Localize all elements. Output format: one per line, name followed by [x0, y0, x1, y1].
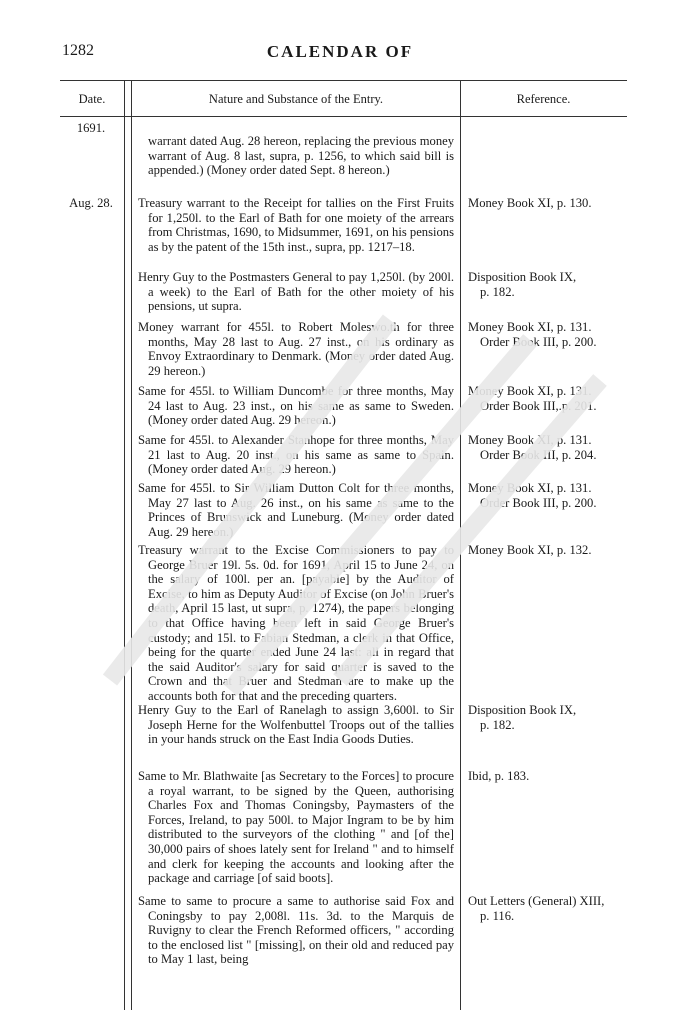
column-header-date: Date.: [78, 92, 106, 106]
entry-text: Same for 455l. to Alexander Stanhope for three months, May 21 last to Aug. 20 inst., on his same as same to Spain. (Money order dated Aug. 29 hereon.): [138, 433, 454, 477]
running-head: CALENDAR OF: [266, 42, 414, 61]
date-column-divider-inner: [131, 80, 132, 1010]
entry-text: Treasury warrant to the Excise Commissioners to pay to George Bruer 19l. 5s. 0d. for 1691, April 15 to June 24, on the salary of 100l. per an. [payable] by the Auditor of Excise, to him as Deputy Auditor of Excise (on John Bruer's death, April 15 last, ut supra, p. 1274), the papers belonging to that Office having been left in said George Bruer's custody; and 15l. to Fabian Stedman, a clerk in that Office, being for the quarter ended June 24 last: all in regard that the said Auditor's salary for said quarter is saved to the Crown and that Bruer and Stedman are to make up the accounts both for that and the preceding quarters.: [138, 543, 454, 703]
entry-reference: Out Letters (General) XIII,: [468, 894, 605, 908]
entry-reference: Money Book XI, p. 131.: [468, 384, 592, 398]
entry-reference: Money Book XI, p. 130.: [468, 196, 592, 210]
entry-text: Same for 455l. to William Duncombe for three months, May 24 last to Aug. 23 inst., on his same as same to Sweden. (Money order dated Aug. 29 hereon.): [138, 384, 454, 428]
entry-reference: Money Book XI, p. 131.: [468, 481, 592, 495]
entry-reference: Money Book XI, p. 132.: [468, 543, 592, 557]
entry-reference: Disposition Book IX,: [468, 703, 577, 717]
entry-reference-continued: p. 182.: [480, 717, 515, 732]
entry-text: Henry Guy to the Postmasters General to pay 1,250l. (by 200l. a week) to the Earl of Bath for the other moiety of his pensions, ut supra.: [138, 270, 454, 314]
entry-text: warrant dated Aug. 28 hereon, replacing the previous money warrant of Aug. 8 last, supra, p. 1256, to which said bill is appended.) (Money order dated Sept. 8 hereon.): [148, 134, 454, 178]
entry-reference-continued: p. 116.: [480, 908, 515, 923]
entry-text: Money warrant for 455l. to Robert Moleswo.th for three months, May 28 last to Aug. 27 inst., on his ordinary as Envoy Extraordinary to Denmark. (Money order dated Aug. 29 hereon.): [138, 320, 454, 378]
table-header-rule: [60, 116, 627, 117]
entry-reference: Ibid, p. 183.: [468, 769, 530, 783]
year-label: 1691.: [76, 121, 106, 135]
table-top-rule: [60, 80, 627, 81]
column-header-nature: Nature and Substance of the Entry.: [208, 92, 384, 106]
entry-text: Henry Guy to the Earl of Ranelagh to assign 3,600l. to Sir Joseph Herne for the Wolfenbuttel Troops out of the tallies in your hands struck on the East India Goods Duties.: [138, 703, 454, 747]
entry-reference: Disposition Book IX,: [468, 270, 577, 284]
column-header-reference: Reference.: [516, 92, 571, 106]
entry-reference-continued: Order Book III, p. 204.: [480, 447, 597, 462]
entry-reference-continued: p. 182.: [480, 284, 515, 299]
entry-reference: Money Book XI, p. 131.: [468, 320, 592, 334]
entry-reference-continued: Order Book III, p. 200.: [480, 495, 597, 510]
entry-text: Same to same to procure a same to authorise said Fox and Coningsby to pay 2,008l. 11s. 3d. to the Marquis de Ruvigny to clear the French Reformed officers, " according to the enclosed list " [missing], on their old and reduced pay to May 1 last, being: [138, 894, 454, 967]
entry-reference-continued: Order Book III, p. 200.: [480, 334, 597, 349]
page-number: 1282: [62, 42, 94, 59]
entry-text: Same for 455l. to Sir William Dutton Colt for three months, May 27 last to Aug. 26 inst., on his same as same to the Princes of Brunswick and Luneburg. (Money order dated Aug. 29 hereon.): [138, 481, 454, 539]
reference-column-divider: [460, 80, 461, 1010]
entry-reference: Money Book XI, p. 131.: [468, 433, 592, 447]
page-header: [60, 40, 620, 66]
entry-text: Treasury warrant to the Receipt for tallies on the First Fruits for 1,250l. to the Earl of Bath for one moiety of the arrears from Christmas, 1690, to Midsummer, 1691, on his pensions as by the patent of the 15th inst., supra, pp. 1217–18.: [138, 196, 454, 254]
date-column-divider: [124, 80, 125, 1010]
entry-text: Same to Mr. Blathwaite [as Secretary to the Forces] to procure a royal warrant, to be signed by the Queen, authorising Charles Fox and Thomas Coningsby, Paymasters of the Forces, Ireland, to pay 500l. to Major Ingram to be by him distributed to the surveyors of the clothing " and [of the] 30,000 pairs of shoes lately sent for Ireland " and to himself and clerk for keeping the accounts and looking after the package and carriage [of said boots].: [138, 769, 454, 886]
entry-date: Aug. 28.: [69, 196, 113, 210]
entry-reference-continued: Order Book III,.p. 201.: [480, 398, 597, 413]
